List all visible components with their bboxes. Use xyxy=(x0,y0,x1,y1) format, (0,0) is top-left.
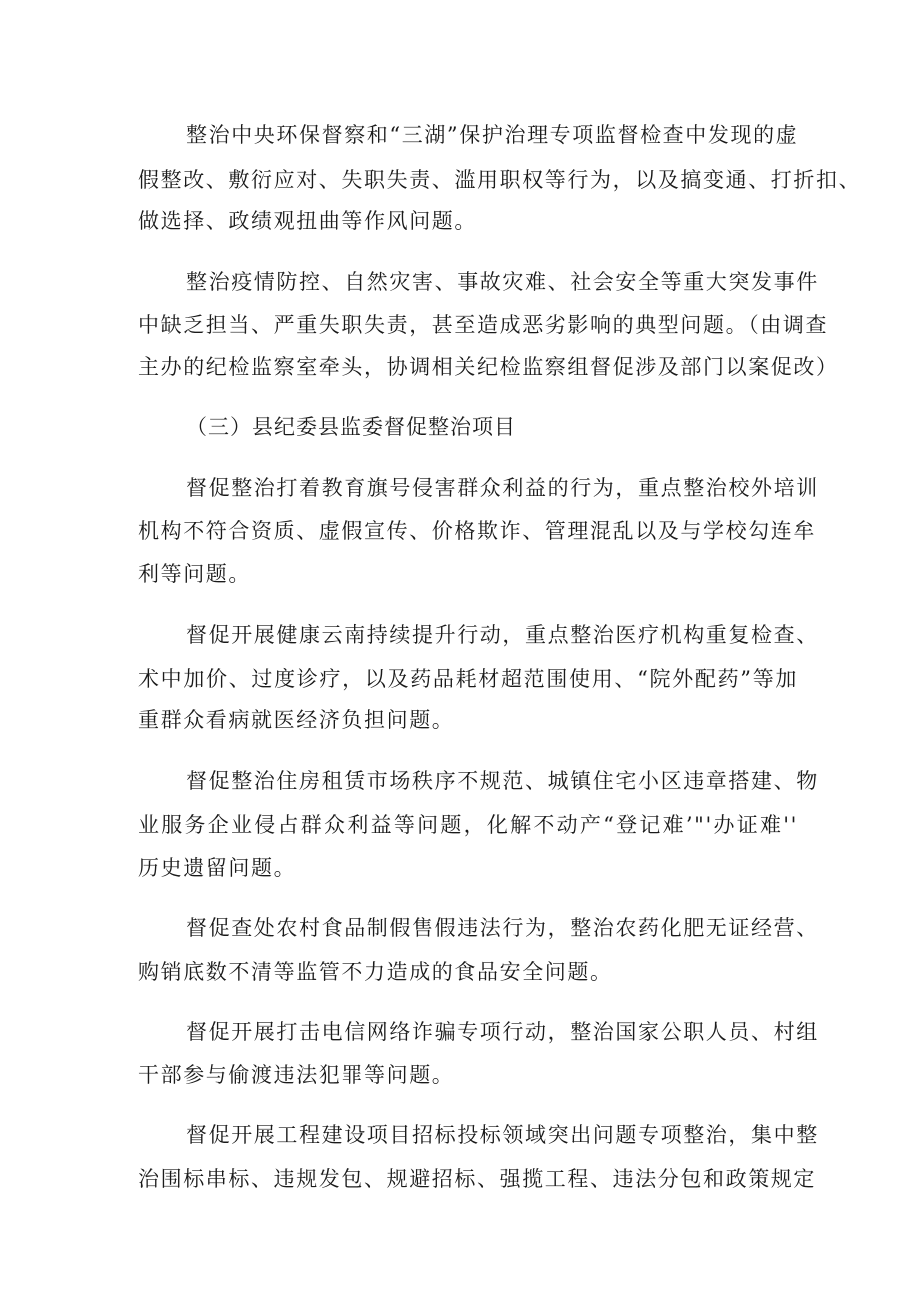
text-line: 督促开展打击电信网络诈骗专项行动，整治国家公职人员、村组 xyxy=(186,1020,819,1044)
text-line: 重群众看病就医经济负担问题。 xyxy=(138,708,455,732)
text-line: 术中加价、过度诊疗，以及药品耗材超范围使用、“院外配药”等加 xyxy=(138,667,798,691)
text-line: 督促开展健康云南持续提升行动，重点整治医疗机构重复检查、 xyxy=(186,623,819,647)
text-line: 利等问题。 xyxy=(138,562,251,586)
text-line: 购销底数不清等监管不力造成的食品安全问题。 xyxy=(138,960,613,984)
text-line: 整治疫情防控、自然灾害、事故灾难、社会安全等重大突发事件 xyxy=(186,270,819,294)
section-heading: （三）县纪委县监委督促整治项目 xyxy=(186,415,516,439)
text-line: 做选择、政绩观扭曲等作风问题。 xyxy=(138,209,477,233)
text-line: 督促整治住房租赁市场秩序不规范、城镇住宅小区违章搭建、物 xyxy=(186,769,819,793)
text-line: 主办的纪检监察室牵头，协调相关纪检监察组督促涉及部门以案促改） xyxy=(138,355,839,379)
text-line: 假整改、敷衍应对、失职失责、滥用职权等行为，以及搞变通、打折扣、 xyxy=(138,168,862,192)
text-line: 历史遗留问题。 xyxy=(138,856,297,880)
text-line: 督促查处农村食品制假售假违法行为，整治农药化肥无证经营、 xyxy=(186,916,819,940)
text-line: 中缺乏担当、严重失职失责，甚至造成恶劣影响的典型问题。（由调查 xyxy=(138,313,829,337)
text-line: 督促整治打着教育旗号侵害群众利益的行为，重点整治校外培训 xyxy=(186,476,819,500)
text-line: 整治中央环保督察和“三湖”保护治理专项监督检查中发现的虚 xyxy=(186,123,799,147)
text-line: 干部参与偷渡违法犯罪等问题。 xyxy=(138,1063,455,1087)
text-line: 督促开展工程建设项目招标投标领域突出问题专项整治，集中整 xyxy=(186,1123,819,1147)
text-line: 治围标串标、违规发包、规避招标、强揽工程、违法分包和政策规定 xyxy=(138,1167,816,1191)
text-line: 机构不符合资质、虚假宣传、价格欺诈、管理混乱以及与学校勾连牟 xyxy=(138,519,816,543)
text-line: 业服务企业侵占群众利益等问题，化解不动产“登记难’"'办证难'' xyxy=(138,813,798,837)
